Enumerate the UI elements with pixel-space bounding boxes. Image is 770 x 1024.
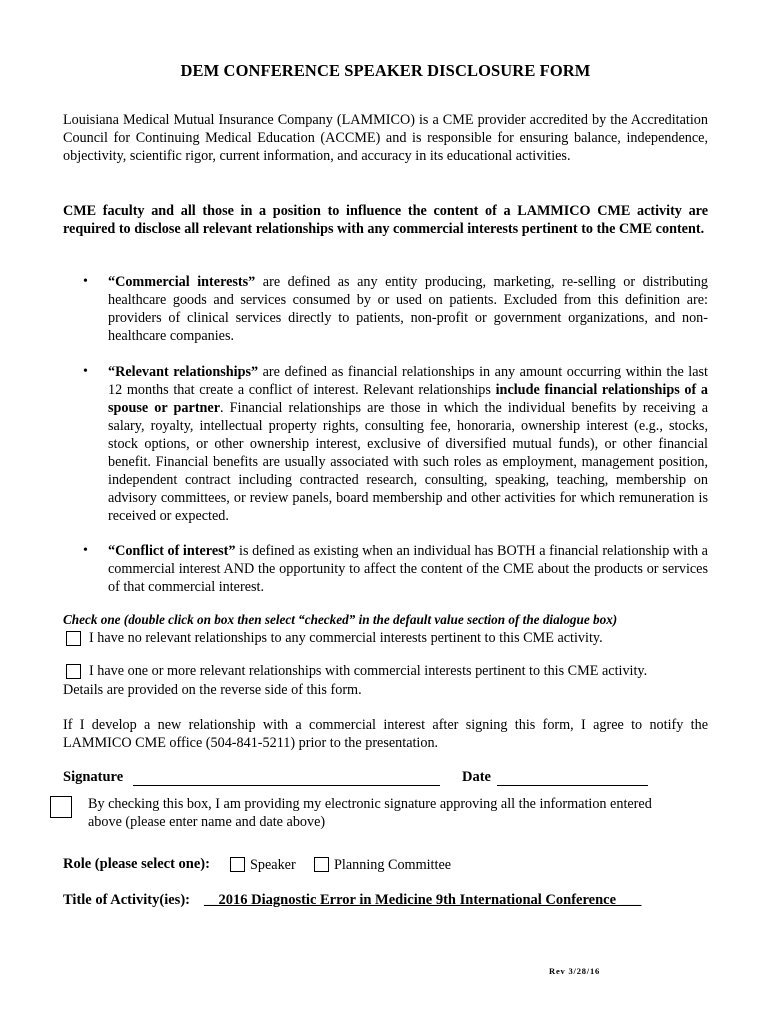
notify-paragraph: If I develop a new relationship with a commercial interest after signing this form, I agree to notify the LAMMICO CME office (504-841-5211) prior to the presentation.: [63, 717, 708, 751]
bullet-icon: •: [83, 364, 88, 379]
role-planning-label: Planning Committee: [334, 857, 452, 873]
date-label: Date: [462, 769, 491, 785]
bullet-term: “Conflict of interest”: [108, 543, 236, 559]
role-label: Role (please select one):: [63, 856, 210, 872]
bullet-emphasis: include financial relationships of a spouse or partner: [108, 382, 709, 416]
activity-title-field[interactable]: __2016 Diagnostic Error in Medicine 9th International Conference ___: [204, 892, 642, 908]
bullet-text: [108, 542, 708, 596]
bullet-text: [108, 363, 708, 525]
bullet-definition-c: . Financial relationships are those in which the individual benefits by receiving a salary, royalty, intellectual property rights, consulting fee, honoraria, ownership interest (e.g., stocks, stock options, or other ownership interest, exclusive of diversified mutual funds), or other financial benefit. Financial benefits are usually associated with such roles as employment, management position, independent contract including contracted research, consulting, speaking, teaching, membership on advisory committees, or review panels, board membership and other activities for which remuneration is received or expected.: [108, 400, 708, 524]
signature-field[interactable]: [133, 785, 440, 786]
bullet-text: [108, 273, 708, 345]
bullet-definition: is defined as existing when an individual has BOTH a financial relationship with a commercial interest AND the opportunity to affect the content of the CME about the products or services of that commercial interest.: [108, 543, 708, 595]
no-relationships-label: I have no relevant relationships to any commercial interests pertinent to this CME activity.: [89, 630, 603, 646]
check-one-instruction: Check one (double click on box then select “checked” in the default value section of the dialogue box): [63, 612, 618, 627]
revision-note: Rev 3/28/16: [549, 966, 601, 976]
bullet-definition-a: are defined as financial relationships in any amount occurring within the last 12 months that create a conflict of interest. Relevant relationships: [108, 364, 708, 398]
intro-paragraph: Louisiana Medical Mutual Insurance Company (LAMMICO) is a CME provider accredited by the Accreditation Council for Continuing Medical Education (ACCME) and is responsible for ensuring balance, independence, objectivity, scientific rigor, current information, and accuracy in its educational activities.: [63, 112, 708, 164]
role-planning-checkbox[interactable]: [314, 857, 329, 872]
no-relationships-checkbox[interactable]: [66, 631, 81, 646]
bullet-icon: •: [83, 274, 88, 289]
bullet-icon: •: [83, 543, 88, 558]
electronic-signature-text: By checking this box, I am providing my electronic signature approving all the information entered above (please enter name and date above): [88, 796, 652, 830]
signature-label: Signature: [63, 769, 124, 785]
has-relationships-details: Details are provided on the reverse side of this form.: [63, 682, 362, 698]
bullet-term: “Relevant relationships”: [108, 364, 259, 380]
date-field[interactable]: [497, 785, 648, 786]
electronic-signature-checkbox[interactable]: [50, 796, 72, 818]
cme-requirement-paragraph: CME faculty and all those in a position to influence the content of a LAMMICO CME activity are required to disclose all relevant relationships with any commercial interests pertinent to the CME content.: [63, 203, 708, 237]
bullet-definition: are defined as any entity producing, marketing, re-selling or distributing healthcare goods and services consumed by or used on patients. Excluded from this definition are: providers of clinical services directly to patients, non-profit or government organizations, and non-healthcare companies.: [108, 274, 708, 344]
bullet-term: “Commercial interests”: [108, 274, 256, 290]
form-title: DEM CONFERENCE SPEAKER DISCLOSURE FORM: [180, 61, 591, 80]
activity-label: Title of Activity(ies):: [63, 892, 190, 908]
role-speaker-label: Speaker: [250, 857, 296, 873]
has-relationships-label: I have one or more relevant relationships with commercial interests pertinent to this CME activity.: [89, 663, 648, 679]
has-relationships-checkbox[interactable]: [66, 664, 81, 679]
role-speaker-checkbox[interactable]: [230, 857, 245, 872]
